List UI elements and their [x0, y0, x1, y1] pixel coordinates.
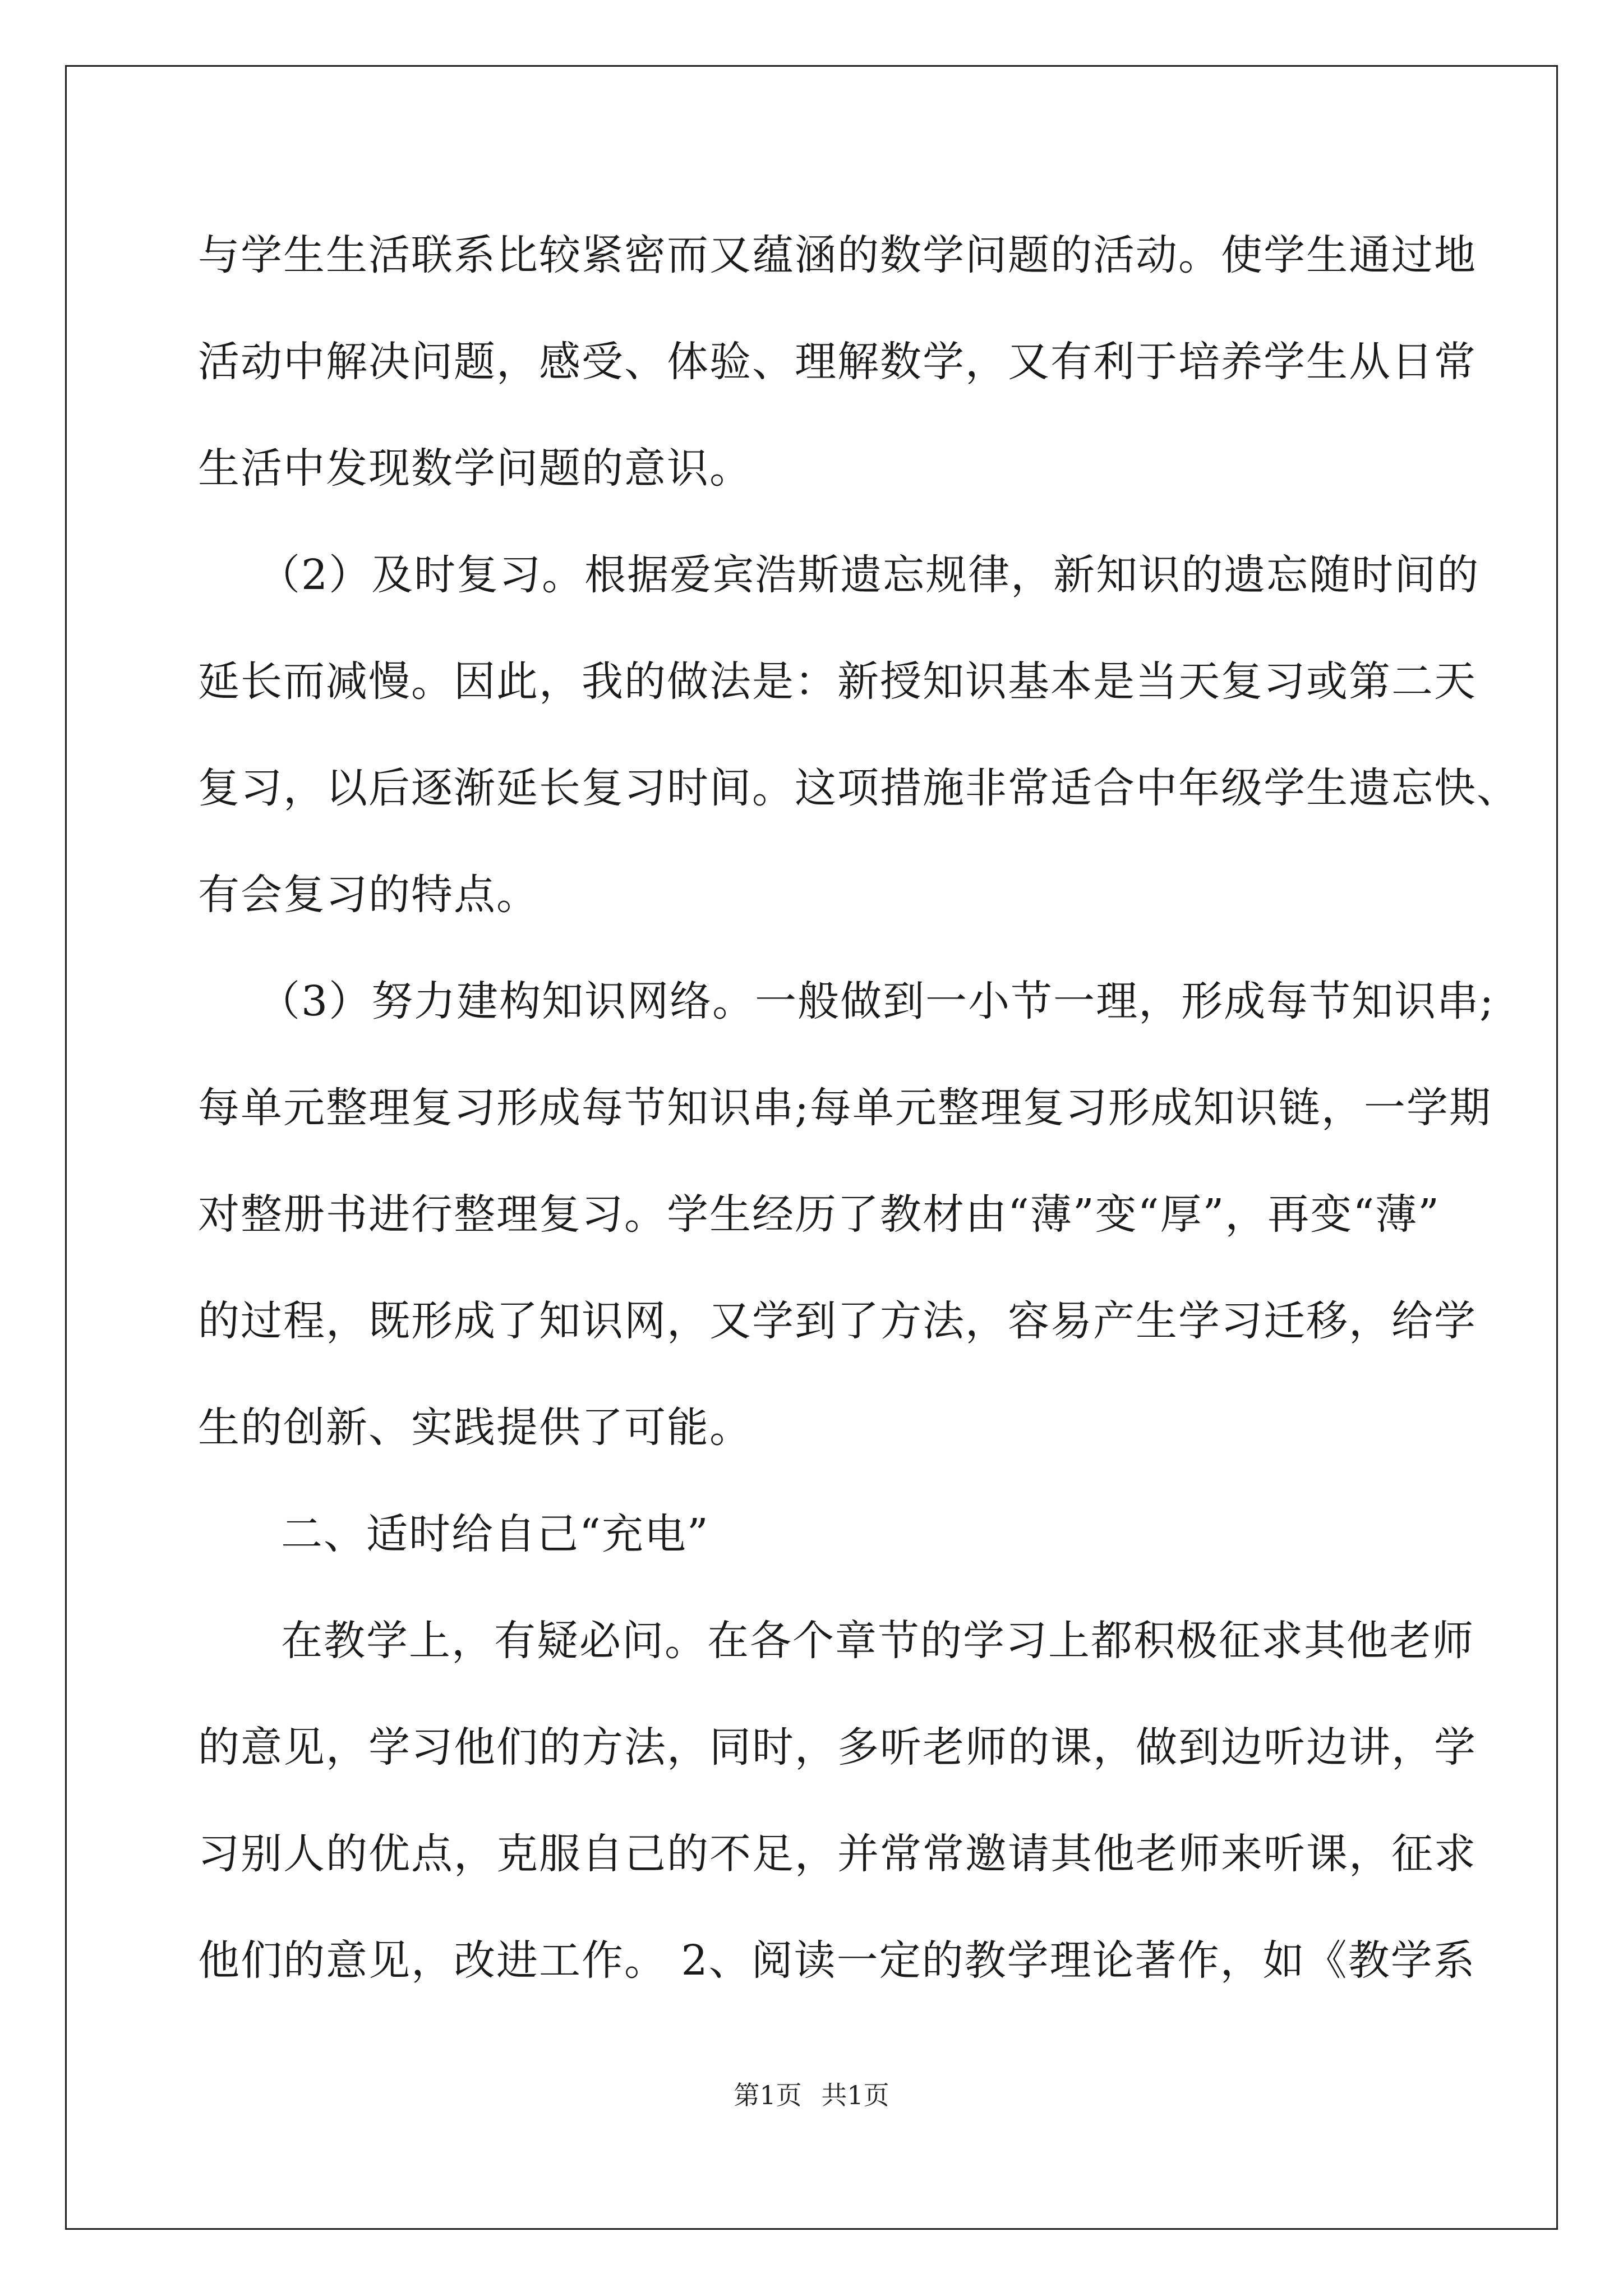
text-line: 生的创新、实践提供了可能。: [198, 1404, 752, 1452]
paragraph-start-line: （2）及时复习。根据爱宾浩斯遗忘规律，新知识的遗忘随时间的: [259, 551, 1480, 599]
text-line: 生活中发现数学问题的意识。: [198, 444, 752, 493]
page-footer: [0, 2078, 1623, 2112]
text-line: 每单元整理复习形成每节知识串;每单元整理复习形成知识链，一学期: [198, 1084, 1492, 1132]
text-line: 活动中解决问题，感受、体验、理解数学，又有利于培养学生从日常: [198, 338, 1477, 386]
section-heading: 二、适时给自己“充电”: [281, 1510, 709, 1558]
text-line: 习别人的优点，克服自己的不足，并常常邀请其他老师来听课，征求: [198, 1830, 1477, 1878]
text-line: 的意见，学习他们的方法，同时，多听老师的课，做到边听边讲，学: [198, 1723, 1477, 1772]
text-line: 的过程，既形成了知识网，又学到了方法，容易产生学习迁移，给学: [198, 1297, 1477, 1345]
text-line: 延长而减慢。因此，我的做法是：新授知识基本是当天复习或第二天: [198, 657, 1477, 706]
text-line: 有会复习的特点。: [198, 871, 539, 919]
paragraph-start-line: （3）努力建构知识网络。一般做到一小节一理，形成每节知识串;: [259, 977, 1495, 1025]
document-body: [198, 202, 1519, 2014]
text-line: 他们的意见，改进工作。 2、阅读一定的教学理论著作，如《教学系: [198, 1936, 1476, 1985]
page-total: 共1页: [821, 2080, 889, 2110]
paragraph-start-line: 在教学上，有疑必问。在各个章节的学习上都积极征求其他老师: [281, 1617, 1474, 1665]
text-line: 复习，以后逐渐延长复习时间。这项措施非常适合中年级学生遗忘快、: [198, 764, 1519, 812]
text-line: 对整册书进行整理复习。学生经历了教材由“薄”变“厚”，再变“薄”: [198, 1190, 1440, 1239]
page-number: 第1页: [734, 2080, 802, 2110]
text-line: 与学生生活联系比较紧密而又蕴涵的数学问题的活动。使学生通过地: [198, 231, 1477, 279]
